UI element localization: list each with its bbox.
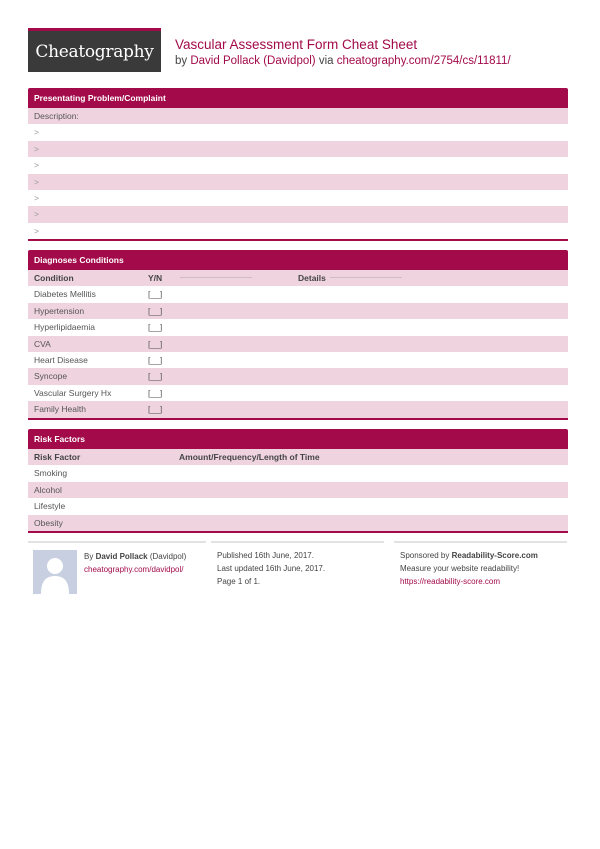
bullet-row: > [28, 206, 568, 222]
table-row: Vascular Surgery Hx [__] [28, 385, 568, 401]
bullet-row: > [34, 192, 39, 203]
page-header [28, 28, 573, 74]
footer-author: By David Pollack (Davidpol) cheatography.com/davidpol/ [28, 541, 206, 601]
section-divider [28, 531, 568, 533]
yn-box[interactable]: [__] [148, 289, 163, 300]
yn-box[interactable]: [__] [148, 371, 163, 382]
footer-sponsor: Sponsored by Readability-Score.com Measure your website readability! https://readability-score.com [394, 541, 567, 588]
author-link[interactable]: David Pollack (Davidpol) [190, 55, 316, 67]
table-row: Hypertension [__] [28, 303, 568, 319]
section-title: Diagnoses Conditions [28, 250, 568, 270]
yn-box[interactable]: [__] [148, 322, 163, 333]
cheatography-logo[interactable]: Cheatography [28, 28, 161, 72]
table-row: Syncope [__] [28, 368, 568, 384]
page-footer [28, 541, 573, 601]
table-header: Risk Factor Amount/Frequency/Length of Time [28, 449, 568, 465]
section-title: Presentating Problem/Complaint [28, 88, 568, 108]
table-row: Diabetes Mellitis [__] [28, 286, 568, 302]
page-title: Vascular Assessment Form Cheat Sheet [175, 37, 418, 52]
description-label: Description: [28, 108, 568, 124]
bullet-row: > [28, 141, 568, 157]
sheet-url-link[interactable]: cheatography.com/2754/cs/11811/ [336, 55, 511, 67]
footer-meta: Published 16th June, 2017. Last updated 16th June, 2017. Page 1 of 1. [211, 541, 384, 588]
table-row: Lifestyle [34, 501, 66, 512]
yn-box[interactable]: [__] [148, 404, 163, 415]
section-risk-factors [28, 429, 568, 533]
bullet-row: > [34, 127, 39, 138]
bullet-row: > [28, 174, 568, 190]
sponsor-link[interactable]: https://readability-score.com [400, 577, 501, 586]
section-presenting-problem [28, 88, 568, 241]
table-row: Family Health [__] [28, 401, 568, 417]
table-row: Hyperlipidaemia [__] [28, 319, 568, 335]
yn-box[interactable]: [__] [148, 305, 163, 316]
avatar [33, 550, 77, 594]
table-row: Alcohol [28, 482, 568, 498]
section-divider [28, 239, 568, 241]
section-divider [28, 418, 568, 420]
section-title: Risk Factors [28, 429, 568, 449]
table-row: CVA [__] [28, 336, 568, 352]
section-diagnoses [28, 250, 568, 420]
user-silhouette-icon [33, 550, 77, 594]
table-row: Obesity [28, 515, 568, 531]
author-profile-link[interactable]: cheatography.com/davidpol/ [84, 565, 184, 574]
yn-box[interactable]: [__] [148, 354, 163, 365]
byline: by David Pollack (Davidpol) via cheatography.com/2754/cs/11811/ [175, 55, 511, 67]
table-header: Condition Y/N ------------------------------------ Details ------------------------------------ [28, 270, 568, 286]
yn-box[interactable]: [__] [148, 338, 163, 349]
bullet-row: > [34, 225, 39, 236]
table-row: Heart Disease [__] [28, 352, 568, 368]
bullet-row: > [34, 160, 39, 171]
table-row: Smoking [34, 468, 68, 479]
yn-box[interactable]: [__] [148, 387, 163, 398]
